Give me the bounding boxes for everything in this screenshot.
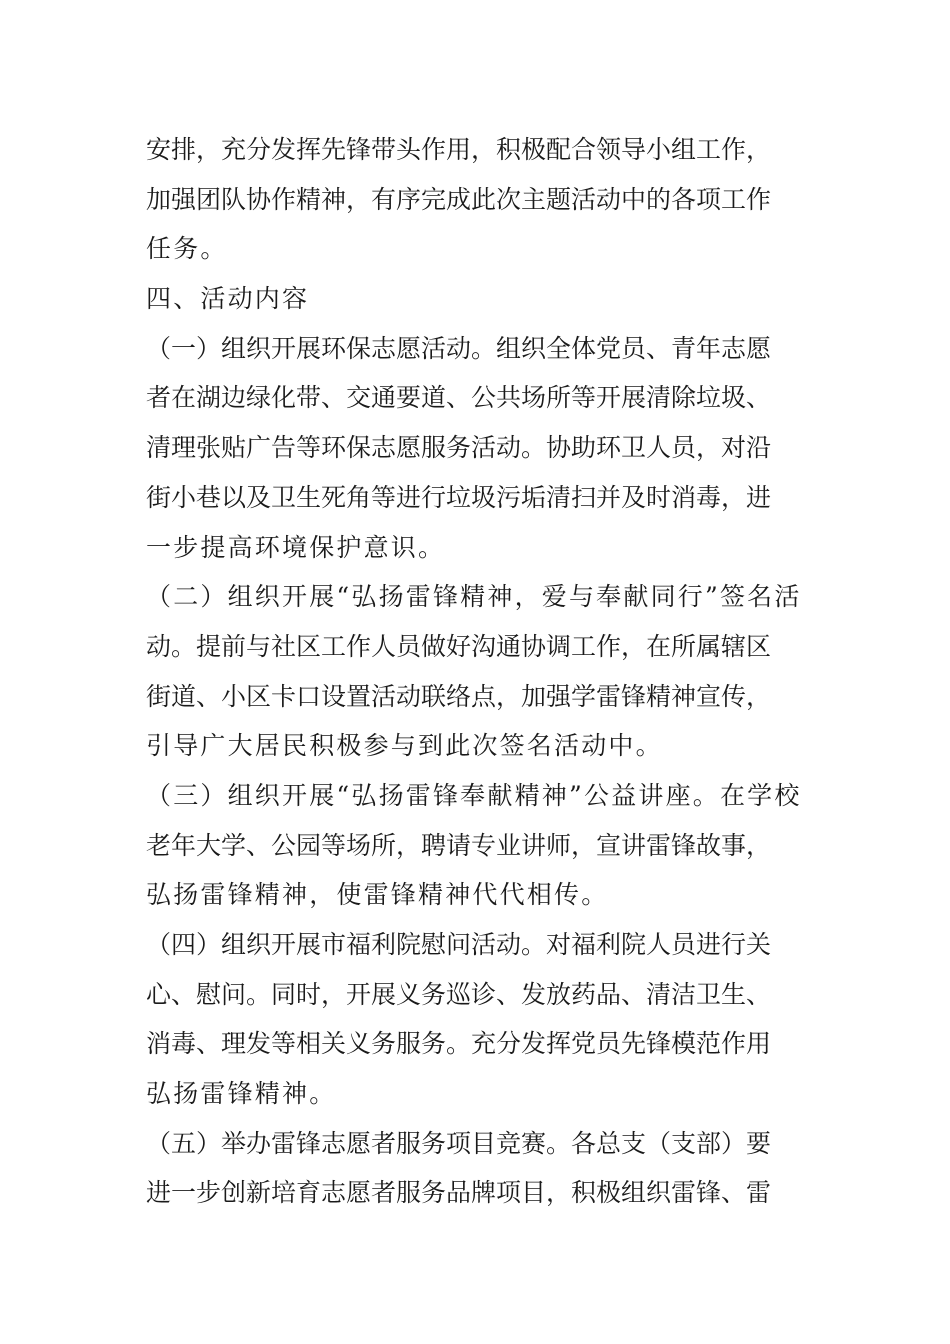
text-line: 街小巷以及卫生死角等进行垃圾污垢清扫并及时消毒，进 xyxy=(146,482,772,512)
text-line: 进一步创新培育志愿者服务品牌项目，积极组织雷锋、雷 xyxy=(146,1178,772,1208)
text-line: 老年大学、公园等场所，聘请专业讲师，宣讲雷锋故事， xyxy=(146,830,772,860)
text-line: 安排，充分发挥先锋带头作用，积极配合领导小组工作， xyxy=(146,135,772,164)
text-line: 任务。 xyxy=(146,234,228,264)
text-line: 街道、小区卡口设置活动联络点，加强学雷锋精神宣传， xyxy=(146,681,772,711)
text-line: 动。提前与社区工作人员做好沟通协调工作，在所属辖区 xyxy=(146,631,772,661)
text-line: 消毒、理发等相关义务服务。充分发挥党员先锋模范作用 xyxy=(146,1029,772,1059)
text-line: 弘扬雷锋精神。 xyxy=(146,1079,337,1109)
text-line: 心、慰问。同时，开展义务巡诊、发放药品、清洁卫生、 xyxy=(146,979,772,1009)
text-line: 者在湖边绿化带、交通要道、公共场所等开展清除垃圾、 xyxy=(146,383,772,413)
text-line: （四）组织开展市福利院慰问活动。对福利院人员进行关 xyxy=(146,930,772,959)
text-line: 加强团队协作精神，有序完成此次主题活动中的各项工作 xyxy=(146,184,772,214)
text-line: （三）组织开展“弘扬雷锋奉献精神”公益讲座。在学校 xyxy=(146,780,802,810)
text-line: （五）举办雷锋志愿者服务项目竞赛。各总支（支部）要 xyxy=(146,1128,772,1158)
section-heading: 四、活动内容 xyxy=(146,284,310,314)
text-line: 一步提高环境保护意识。 xyxy=(146,532,446,562)
text-line: 引导广大居民积极参与到此次签名活动中。 xyxy=(146,731,663,761)
text-line: 弘扬雷锋精神，使雷锋精神代代相传。 xyxy=(146,880,609,910)
document-body xyxy=(146,125,810,1218)
text-line: （二）组织开展“弘扬雷锋精神，爱与奉献同行”签名活 xyxy=(146,582,802,612)
text-line: 清理张贴广告等环保志愿服务活动。协助环卫人员，对沿 xyxy=(146,433,772,463)
text-line: （一）组织开展环保志愿活动。组织全体党员、青年志愿 xyxy=(146,333,772,363)
